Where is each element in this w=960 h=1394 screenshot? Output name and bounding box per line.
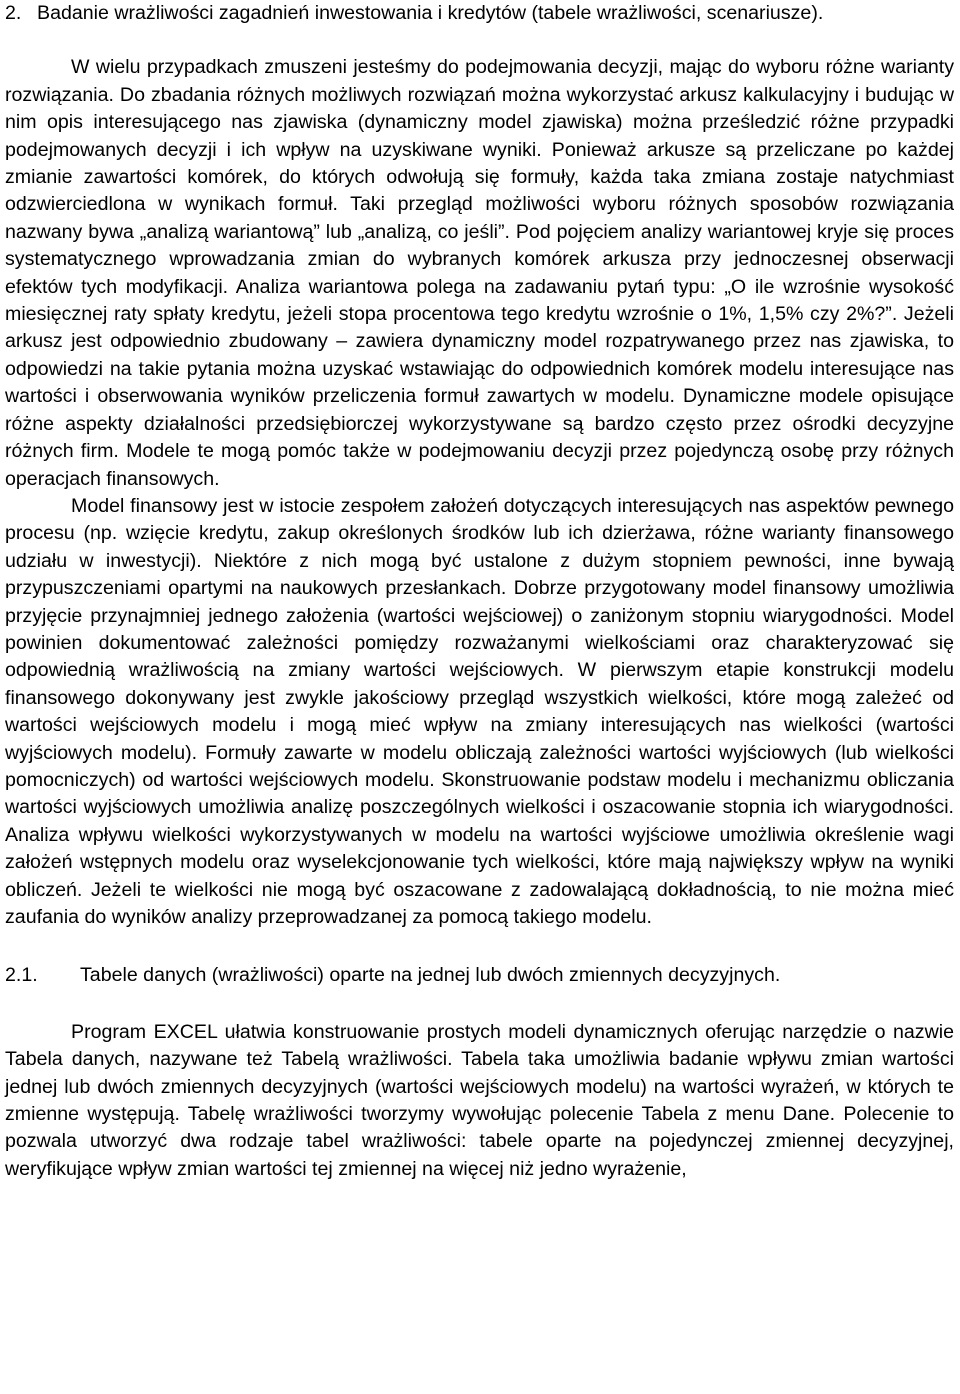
- subsection-title: Tabele danych (wrażliwości) oparte na jednej lub dwóch zmiennych decyzyjnych.: [80, 964, 781, 987]
- subsection-heading: [5, 962, 954, 989]
- paragraph-analiza-wariantowa: W wielu przypadkach zmuszeni jesteśmy do podejmowania decyzji, mając do wyboru różne warianty rozwiązania. Do zbadania różnych możliwych rozwiązań można wykorzystać arkusz kalkulacyjny i budując w nim opis interesującego nas zjawiska (dynamiczny model zjawiska) można prześledzić różne przypadki podejmowanych decyzji i ich wpływ na uzyskiwane wyniki. Ponieważ arkusze są przeliczane po każdej zmianie zawartości komórek, do których odwołują się formuły, każda taka zmiana zostaje natychmiast odzwierciedlona w wynikach formuł. Taki przegląd możliwości wyboru różnych sposobów rozwiązania nazwany bywa „analizą wariantową” lub „analizą, co jeśli”. Pod pojęciem analizy wariantowej kryje się proces systematycznego wprowadzania zmian do wybranych komórek arkusza przy jednoczesnej obserwacji efektów tych modyfikacji. Analiza wariantowa polega na zadawaniu pytań typu: „O ile wzrośnie wysokość miesięcznej raty spłaty kredytu, jeżeli stopa procentowa tego kredytu wzrośnie o 1%, 1,5% czy 2%?”. Jeżeli arkusz jest odpowiednio zbudowany – zawiera dynamiczny model rozpatrywanego przez nas zjawiska, to odpowiedzi na takie pytania można uzyskać wstawiając do odpowiednich komórek modelu interesujące nas wartości i obserwowania wyników przeliczenia formuł zawartych w modelu. Dynamiczne modele opisujące różne aspekty działalności przedsiębiorczej wykorzystywane są bardzo często przez ośrodki decyzyjne różnych firm. Modele te mogą pomóc także w podejmowaniu decyzji przez pojedynczą osobę przy różnych operacjach finansowych.: [5, 56, 954, 490]
- subsection-number: 2.1.: [5, 964, 38, 987]
- section-heading: [5, 0, 954, 27]
- spacer: [5, 27, 954, 54]
- section-number: 2.: [5, 2, 22, 24]
- section-title: Badanie wrażliwości zagadnień inwestowania i kredytów (tabele wrażliwości, scenariusze).: [37, 2, 824, 24]
- paragraph-tabela-danych: Program EXCEL ułatwia konstruowanie prostych modeli dynamicznych oferując narzędzie o nazwie Tabela danych, nazywane też Tabelą wrażliwości. Tabela taka umożliwia badanie wpływu zmian wartości jednej lub dwóch zmiennych decyzyjnych (wartości wejściowych modelu) na wartości wyrażeń, w których te zmienne występują. Tabelę wrażliwości tworzymy wywołując polecenie Tabela z menu Dane. Polecenie to pozwala utworzyć dwa rodzaje tabel wrażliwości: tabele oparte na pojedynczej zmiennej decyzyjnej, weryfikujące wpływ zmian wartości tej zmiennej na więcej niż jedno wyrażenie,: [5, 1020, 954, 1180]
- spacer: [5, 990, 954, 1019]
- spacer: [5, 931, 954, 962]
- paragraph-model-finansowy: Model finansowy jest w istocie zespołem założeń dotyczących interesujących nas aspektów pewnego procesu (np. wzięcie kredytu, zakup określonych środków lub ich dzierżawa, różne warianty finansowego udziału w inwestycji). Niektóre z nich mogą być ustalone z dużym stopniem pewności, inne bywają przypuszczeniami opartymi na naukowych przesłankach. Dobrze przygotowany model finansowy umożliwia przyjęcie przynajmniej jednego założenia (wartości wejściowej) o zaniżonym stopniu wiarygodności. Model powinien dokumentować zależności pomiędzy rozważanymi wielkościami oraz charakteryzować się odpowiednią wrażliwością na zmiany wartości wejściowych. W pierwszym etapie konstrukcji modelu finansowego dokonywany jest zwykle jakościowy przegląd wszystkich wielkości, które mogą zależeć od wartości wejściowych modelu i mogą mieć wpływ na zmiany interesujących nas wielkości (wartości wyjściowych modelu). Formuły zawarte w modelu obliczają zależności wartości wyjściowych (lub wielkości pomocniczych) od wartości wejściowych modelu. Skonstruowanie podstaw modelu i mechanizmu obliczania wartości wyjściowych umożliwia analizę poszczególnych wielkości i oszacowanie stopnia ich wiarygodności. Analiza wpływu wielkości wykorzystywanych w modelu na wartości wyjściowe umożliwia określenie wagi założeń wstępnych modelu oraz wyselekcjonowanie tych wielkości, które mają największy wpływ na wyniki obliczeń. Jeżeli te wielkości nie mogą być oszacowane z zadowalającą dokładnością, to nie można mieć zaufania do wyników analizy przeprowadzanej za pomocą takiego modelu.: [5, 494, 954, 928]
